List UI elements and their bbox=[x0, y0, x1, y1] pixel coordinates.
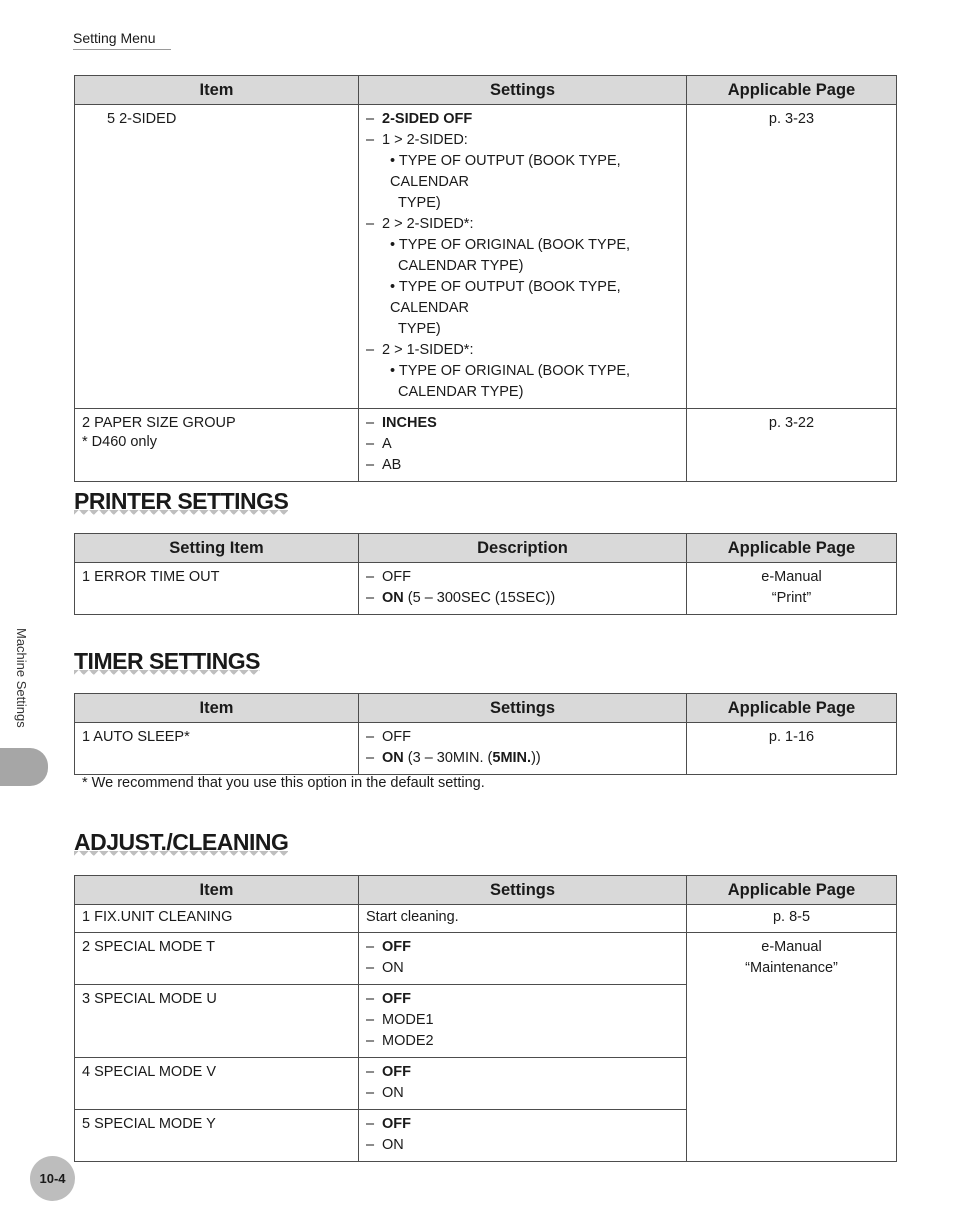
table-header-row bbox=[75, 76, 897, 105]
page-cell: e-Manual “Print” bbox=[687, 563, 897, 615]
section-title-printer: PRINTER SETTINGS bbox=[74, 488, 288, 520]
table-row bbox=[75, 105, 897, 409]
column-header-page: Applicable Page bbox=[687, 694, 897, 723]
settings-cell: – OFF – ON (5 – 300SEC (15SEC)) bbox=[359, 563, 687, 615]
side-chapter-label: Machine Settings bbox=[14, 628, 29, 728]
settings-cell: – OFF – ON bbox=[359, 1058, 687, 1110]
column-header-item: Item bbox=[75, 876, 359, 905]
settings-cell: – OFF – MODE1 – MODE2 bbox=[359, 985, 687, 1058]
page-cell: p. 1-16 bbox=[687, 723, 897, 775]
settings-table-2-sided bbox=[74, 75, 897, 482]
settings-cell: – OFF – ON (3 – 30MIN. (5MIN.)) bbox=[359, 723, 687, 775]
column-header-item: Item bbox=[75, 76, 359, 105]
item-cell: 5 2-SIDED bbox=[75, 105, 359, 409]
column-header-description: Description bbox=[359, 534, 687, 563]
settings-cell: – OFF – ON bbox=[359, 933, 687, 985]
settings-cell: Start cleaning. bbox=[359, 905, 687, 933]
table-row bbox=[75, 409, 897, 482]
item-cell: 1 FIX.UNIT CLEANING bbox=[75, 905, 359, 933]
page-number: 10-4 bbox=[30, 1156, 75, 1201]
column-header-page: Applicable Page bbox=[687, 876, 897, 905]
column-header-page: Applicable Page bbox=[687, 76, 897, 105]
column-header-item: Setting Item bbox=[75, 534, 359, 563]
page-cell: p. 8-5 bbox=[687, 905, 897, 933]
adjust-cleaning-table bbox=[74, 875, 897, 1162]
page-cell: e-Manual “Maintenance” bbox=[687, 933, 897, 1162]
column-header-settings: Settings bbox=[359, 694, 687, 723]
column-header-item: Item bbox=[75, 694, 359, 723]
column-header-settings: Settings bbox=[359, 876, 687, 905]
running-header: Setting Menu bbox=[73, 30, 171, 50]
table-header-row bbox=[75, 876, 897, 905]
item-cell: 1 AUTO SLEEP* bbox=[75, 723, 359, 775]
table-header-row bbox=[75, 534, 897, 563]
section-title-timer: TIMER SETTINGS bbox=[74, 648, 260, 680]
column-header-settings: Settings bbox=[359, 76, 687, 105]
item-cell: 5 SPECIAL MODE Y bbox=[75, 1110, 359, 1162]
timer-settings-table bbox=[74, 693, 897, 775]
table-footnote: * We recommend that you use this option in the default setting. bbox=[82, 775, 485, 791]
item-cell: 2 SPECIAL MODE T bbox=[75, 933, 359, 985]
table-row bbox=[75, 905, 897, 933]
settings-cell: – 2-SIDED OFF – 1 > 2-SIDED: • TYPE OF OUTPUT (BOOK TYPE, CALENDAR TYPE) – 2 > 2-SIDED*: • TYPE OF ORIGINAL (BOOK TYPE, CALENDAR TYPE) • TYPE OF OUTPUT (BOOK TYPE, CALENDAR TYPE) – 2 > 1-SIDED*: • TYPE OF ORIGINAL (BOOK TYPE, CALENDAR TYPE) bbox=[359, 105, 687, 409]
settings-cell: – OFF – ON bbox=[359, 1110, 687, 1162]
table-row bbox=[75, 933, 897, 985]
table-header-row bbox=[75, 694, 897, 723]
settings-cell: – INCHES – A – AB bbox=[359, 409, 687, 482]
table-row bbox=[75, 723, 897, 775]
column-header-page: Applicable Page bbox=[687, 534, 897, 563]
table-row bbox=[75, 563, 897, 615]
item-cell: 2 PAPER SIZE GROUP bbox=[75, 409, 359, 482]
item-cell: 1 ERROR TIME OUT bbox=[75, 563, 359, 615]
page-cell: p. 3-22 bbox=[687, 409, 897, 482]
chapter-tab bbox=[0, 748, 48, 786]
page-cell: p. 3-23 bbox=[687, 105, 897, 409]
table-footnote: * D460 only bbox=[82, 434, 157, 450]
item-cell: 3 SPECIAL MODE U bbox=[75, 985, 359, 1058]
item-cell: 4 SPECIAL MODE V bbox=[75, 1058, 359, 1110]
printer-settings-table bbox=[74, 533, 897, 615]
section-title-adjust-cleaning: ADJUST./CLEANING bbox=[74, 829, 288, 861]
